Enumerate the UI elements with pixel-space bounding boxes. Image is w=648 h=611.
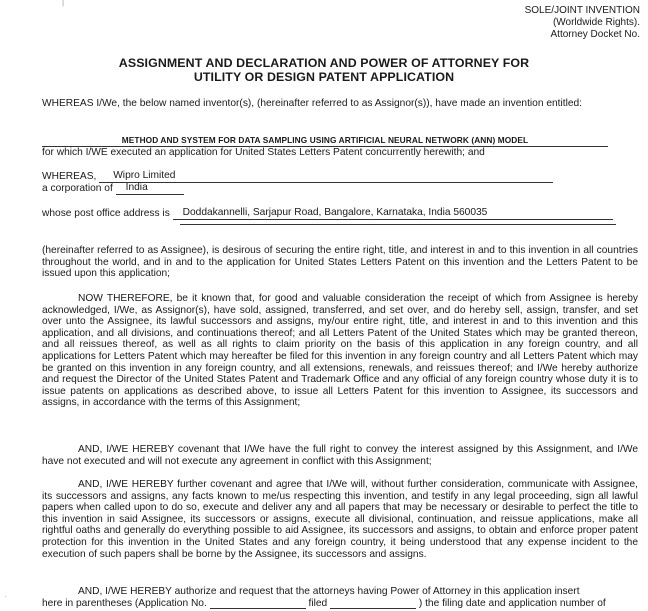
further-covenant-paragraph: AND, I/WE HEREBY further covenant and agree that I/We will, without further consideration, communicate with Assignee, its successors and assigns, any facts known to me/us respecting this invention, and testify in any legal proceeding, sign all lawful papers when called upon to do so, execute and deliver any and all papers that may be necessary or desirable to perfect the title to this invention in said Assignee, its successors or assigns, execute all divisional, continuation, and reissue applications, make all rightful oaths and generally do everything possible to aid Assignee, its successors and assigns, to obtain and enforce proper patent protection for this invention in the United States and any foreign country, it being understood that any expense incident to the execution of such papers shall be borne by the Assignee, its successors and assigns. — [42, 479, 638, 560]
document-title — [0, 56, 648, 84]
assignee-address: Doddakannelli, Sarjapur Road, Bangalore, Karnataka, India 560035 — [173, 207, 613, 220]
header-invention-type: SOLE/JOINT INVENTION — [524, 5, 640, 16]
corporation-label: a corporation of — [42, 183, 113, 194]
address-continuation-line — [180, 224, 616, 225]
address-label: whose post office address is — [42, 208, 170, 219]
assignee-country: India — [116, 182, 184, 195]
authorize-line-1: AND, I/WE HEREBY authorize and request that the attorneys having Power of Attorney in this application insert — [78, 586, 580, 597]
header-rights: (Worldwide Rights). — [552, 17, 640, 28]
assignee-name: Wipro Limited — [99, 170, 553, 183]
for-which-line: for which I/WE executed an application for United States Letters Patent concurrently herewith; and — [42, 147, 485, 158]
whereas-intro-paragraph: WHEREAS I/We, the below named inventor(s), (hereinafter referred to as Assignor(s)), have made an invention entitled: — [42, 98, 583, 109]
filed-date-blank — [330, 608, 416, 609]
title-line-1: ASSIGNMENT AND DECLARATION AND POWER OF ATTORNEY FOR — [118, 56, 530, 70]
filing-date-clause: ) the filing date and application number of — [418, 597, 606, 609]
document-header — [525, 5, 640, 41]
application-number-blank — [210, 608, 306, 609]
assignee-desire-paragraph: (hereinafter referred to as Assignee), is desirous of securing the entire right, title, and interest in and to this invention in all countries throughout the world, and in and to the application for United States Letters Patent on this invention and the Letters Patent to be issued upon this application; — [42, 245, 638, 280]
filed-label: filed — [308, 597, 328, 609]
invention-title: METHOD AND SYSTEM FOR DATA SAMPLING USING ARTIFICIAL NEURAL NETWORK (ANN) MODEL — [42, 135, 608, 147]
scan-mark: | — [62, 0, 65, 7]
authorize-paragraph — [42, 586, 638, 609]
scan-mark-bottom: · — [4, 592, 7, 601]
whereas-label: WHEREAS, — [42, 171, 97, 182]
covenant-paragraph: AND, I/WE HEREBY covenant that I/We have the full right to convey the interest assigned by this Assignment, and I/We have not executed and will not execute any agreement in conflict with this Assignment; — [42, 444, 638, 467]
assignee-corporation-row — [42, 182, 184, 195]
assignee-address-row — [42, 207, 613, 220]
now-therefore-paragraph: NOW THEREFORE, be it known that, for good and valuable consideration the receipt of which from Assignee is hereby acknowledged, I/We, as Assignor(s), have sold, assigned, transferred, and set over, and do hereby sell, assign, transfer, and set over unto the Assignee, its lawful successors and assigns, my/our entire right, title, and interest in and to this invention and this application, and all divisions, and continuations thereof; and all Letters Patent of the United States which may be granted thereon, and all reissues thereof, as well as all rights to claim priority on the basis of this application in any foreign country, and all applications for Letters Patent which may hereafter be filed for this invention in any foreign country and all Letters Patent which may be granted on this invention in any foreign country, and all extensions, renewals, and reissues thereof; and I/We hereby authorize and request the Director of the United States Patent and Trademark Office and any official of any foreign country whose duty it is to issue patents on applications as described above, to issue all Letters Patent for this invention to Assignee, its successors and assigns, in accordance with the terms of this Assignment; — [42, 293, 638, 409]
authorize-line-2 — [42, 598, 638, 610]
header-docket-number: Attorney Docket No. — [550, 29, 640, 40]
title-line-2: UTILITY OR DESIGN PATENT APPLICATION — [193, 70, 455, 84]
application-number-label: here in parentheses (Application No. — [42, 597, 207, 609]
